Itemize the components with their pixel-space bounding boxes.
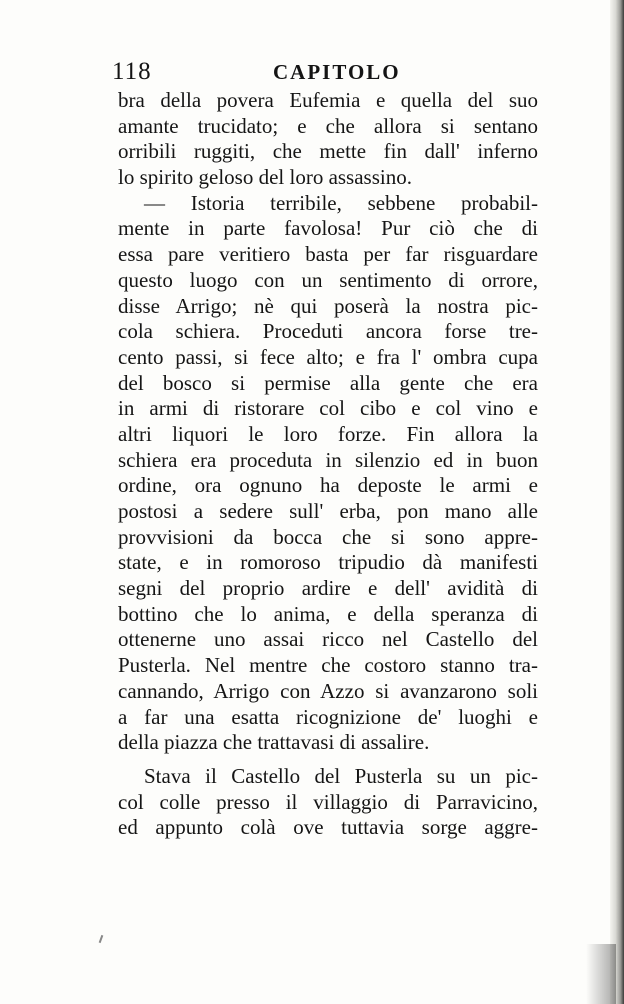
text-line: bottino che lo anima, e della speranza di: [118, 601, 538, 626]
text-line: Pusterla. Nel mentre che costoro stanno tra-: [118, 653, 538, 678]
corner-shadow: [586, 944, 616, 1004]
text-line: della piazza che trattavasi di assalire.: [118, 730, 430, 755]
body-text: [118, 88, 538, 841]
text-line: disse Arrigo; nè qui poserà la nostra pic-: [118, 293, 538, 318]
text-line: cento passi, si fece alto; e fra l' ombra cupa: [118, 344, 538, 369]
text-line: in armi di ristorare col cibo e col vino e: [118, 396, 538, 421]
text-line: del bosco si permise alla gente che era: [118, 370, 538, 395]
text-line: lo spirito geloso del loro assassino.: [118, 165, 412, 190]
text-line: amante trucidato; e che allora si sentano: [118, 113, 538, 138]
text-line: mente in parte favolosa! Pur ciò che di: [118, 216, 538, 241]
text-line: orribili ruggiti, che mette fin dall' inferno: [118, 139, 538, 164]
text-line: ottenerne uno assai ricco nel Castello del: [118, 627, 538, 652]
text-line: altri liquori le loro forze. Fin allora la: [118, 421, 538, 446]
page-number: 118: [112, 58, 152, 85]
running-title: CAPITOLO: [273, 60, 401, 84]
text-line: col colle presso il villaggio di Parravicino,: [118, 789, 538, 814]
page-edge-shadow: [610, 0, 624, 1004]
text-line: segni del proprio ardire e dell' avidità di: [118, 576, 538, 601]
text-line: ed appunto colà ove tuttavia sorge aggre-: [118, 815, 538, 840]
text-line: bra della povera Eufemia e quella del suo: [118, 88, 538, 112]
text-line: Stava il Castello del Pusterla su un pic-: [144, 763, 538, 788]
text-line: a far una esatta ricognizione de' luoghi e: [118, 704, 538, 729]
text-line: cola schiera. Proceduti ancora forse tre-: [118, 319, 538, 344]
text-line: — Istoria terribile, sebbene probabil-: [144, 190, 538, 215]
text-line: state, e in romoroso tripudio dà manifesti: [118, 550, 538, 575]
text-line: essa pare veritiero basta per far risguardare: [118, 242, 538, 267]
text-line: schiera era proceduta in silenzio ed in buon: [118, 447, 538, 472]
text-line: provvisioni da bocca che si sono appre-: [118, 524, 538, 549]
paragraph-gap: [118, 756, 538, 764]
text-line: ordine, ora ognuno ha deposte le armi e: [118, 473, 538, 498]
page-header: [0, 58, 624, 88]
paper-speck: [99, 935, 104, 943]
text-line: cannando, Arrigo con Azzo si avanzarono soli: [118, 678, 538, 703]
text-line: postosi a sedere sull' erba, pon mano alle: [118, 499, 538, 523]
text-line: questo luogo con un sentimento di orrore,: [118, 267, 538, 292]
